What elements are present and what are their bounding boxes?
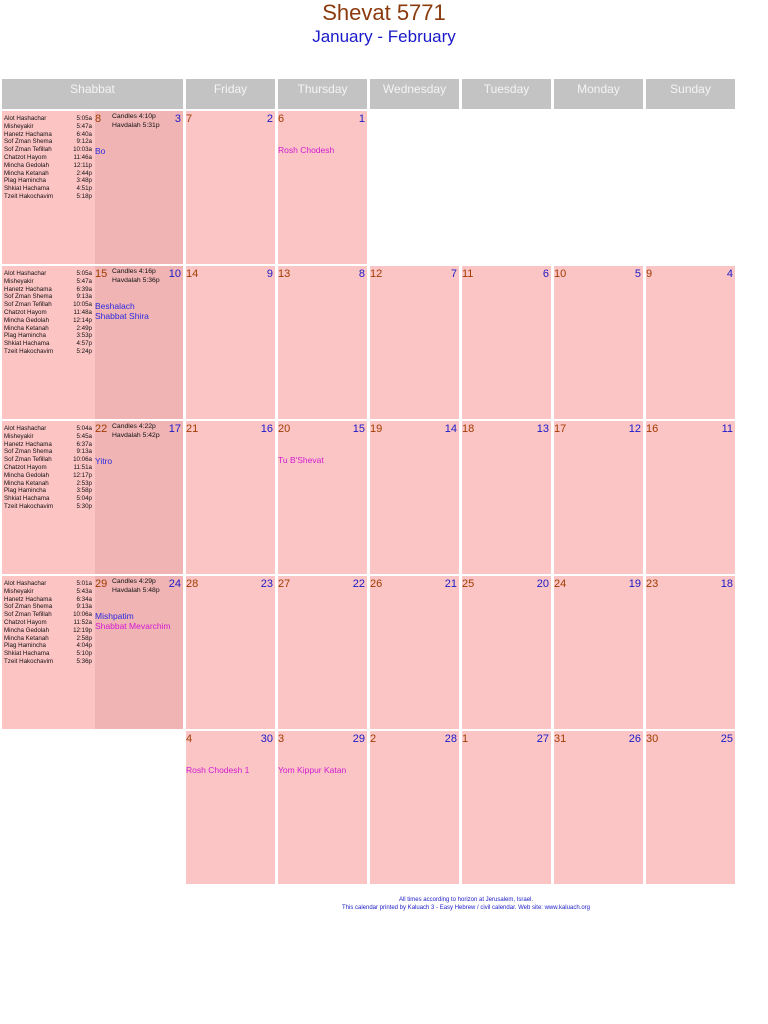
zmanim-time: 5:36p [76, 657, 92, 665]
day-cell[interactable] [370, 731, 459, 884]
shabbat-cell[interactable] [2, 266, 183, 419]
zmanim-row [4, 433, 92, 441]
zmanim-time: 5:43a [76, 587, 92, 595]
zmanim-row [4, 580, 92, 588]
zmanim-time: 9:13a [76, 603, 92, 611]
civil-date: 20 [536, 578, 549, 590]
zmanim-row [4, 146, 92, 154]
zmanim-list [4, 270, 92, 356]
zmanim-row [4, 472, 92, 480]
zmanim-row [4, 193, 92, 201]
civil-date: 21 [444, 578, 457, 590]
hebrew-date: 9 [646, 268, 653, 280]
day-cell[interactable] [370, 576, 459, 729]
zmanim-row [4, 123, 92, 131]
civil-date: 23 [260, 578, 273, 590]
zmanim-label: Mincha Gedolah [4, 161, 50, 169]
day-cell[interactable] [186, 266, 275, 419]
zmanim-time: 11:46a [73, 153, 92, 161]
zmanim-label: Alot Hashachar [4, 425, 47, 432]
zmanim-row [4, 642, 92, 650]
zmanim-time: 9:12a [76, 138, 92, 146]
hebrew-date: 20 [278, 423, 291, 435]
zmanim-time: 9:13a [76, 293, 92, 301]
civil-date: 25 [720, 733, 733, 745]
calendar-subtitle: January - February [312, 27, 456, 46]
zmanim-label: Sof Zman Tefillah [4, 301, 52, 309]
zmanim-label: Alot Hashachar [4, 270, 47, 277]
day-cell[interactable] [462, 576, 551, 729]
civil-date: 10 [168, 268, 181, 280]
day-cell[interactable] [554, 576, 643, 729]
zmanim-row [4, 309, 92, 317]
day-cell[interactable] [186, 421, 275, 574]
civil-date: 29 [352, 733, 365, 745]
candle-lighting-times [112, 113, 160, 130]
zmanim-time: 9:13a [76, 448, 92, 456]
calendar-title: Shevat 5771 [322, 0, 446, 25]
zmanim-time: 6:39a [76, 285, 92, 293]
zmanim-time: 5:05a [76, 270, 92, 277]
day-cell[interactable] [278, 576, 367, 729]
day-header-wednesday: Wednesday [370, 79, 459, 109]
zmanim-label: Hanetz Hachama [4, 440, 52, 448]
hebrew-date: 21 [186, 423, 199, 435]
civil-date: 3 [174, 113, 181, 125]
zmanim-label: Chatzot Hayom [4, 153, 47, 161]
zmanim-label: Alot Hashachar [4, 580, 47, 587]
day-header-monday: Monday [554, 79, 643, 109]
zmanim-row [4, 348, 92, 356]
civil-date: 18 [720, 578, 733, 590]
zmanim-list [4, 580, 92, 666]
zmanim-row [4, 293, 92, 301]
hebrew-date: 1 [462, 733, 469, 745]
zmanim-label: Chatzot Hayom [4, 618, 47, 626]
day-cell[interactable] [646, 266, 735, 419]
zmanim-label: Mincha Gedolah [4, 316, 50, 324]
event-label: Beshalach [95, 301, 135, 311]
zmanim-row [4, 154, 92, 162]
zmanim-time: 5:45a [76, 432, 92, 440]
zmanim-time: 2:58p [76, 634, 92, 642]
event-label: Mishpatim [95, 611, 134, 621]
hebrew-date: 27 [278, 578, 291, 590]
day-cell[interactable] [278, 731, 367, 884]
zmanim-row [4, 596, 92, 604]
zmanim-time: 3:53p [76, 332, 92, 340]
zmanim-time: 4:51p [76, 185, 92, 193]
zmanim-label: Chatzot Hayom [4, 463, 47, 471]
zmanim-label: Sof Zman Tefillah [4, 611, 52, 619]
zmanim-row [4, 448, 92, 456]
zmanim-time: 2:44p [76, 169, 92, 177]
zmanim-time: 12:19p [73, 626, 92, 634]
candles-time: Candles 4:16p [112, 268, 156, 275]
zmanim-row [4, 456, 92, 464]
zmanim-label: Sof Zman Shema [4, 138, 53, 146]
zmanim-time: 2:49p [76, 324, 92, 332]
zmanim-row [4, 464, 92, 472]
havdalah-time: Havdalah 5:42p [112, 431, 160, 439]
havdalah-time: Havdalah 5:31p [112, 121, 160, 129]
zmanim-label: Mincha Gedolah [4, 626, 50, 634]
hebrew-date: 28 [186, 578, 199, 590]
event-label: Rosh Chodesh 1 [186, 765, 250, 775]
hebrew-date: 7 [186, 113, 193, 125]
zmanim-row [4, 115, 92, 123]
day-cell[interactable] [370, 421, 459, 574]
zmanim-label: Mincha Ketanah [4, 324, 49, 332]
zmanim-box [2, 576, 95, 729]
footer-line-1: All times according to horizon at Jerusalem, Israel. [398, 897, 534, 903]
hebrew-date: 2 [370, 733, 377, 745]
day-cell[interactable] [646, 576, 735, 729]
civil-date: 11 [721, 423, 733, 435]
civil-date: 15 [352, 423, 365, 435]
zmanim-row [4, 425, 92, 433]
zmanim-row [4, 332, 92, 340]
hebrew-date: 25 [462, 578, 475, 590]
hebrew-date: 23 [646, 578, 659, 590]
candles-time: Candles 4:10p [112, 113, 156, 120]
day-cell[interactable] [370, 266, 459, 419]
civil-date: 28 [444, 733, 457, 745]
zmanim-label: Sof Zman Tefillah [4, 456, 52, 464]
civil-date: 30 [260, 733, 273, 745]
hebrew-date: 10 [554, 268, 567, 280]
zmanim-box [2, 421, 95, 574]
zmanim-label: Plag Hamincha [4, 642, 46, 650]
civil-date: 5 [634, 268, 641, 280]
event-label: Yom Kippur Katan [278, 765, 347, 775]
zmanim-time: 5:47a [76, 122, 92, 130]
zmanim-time: 3:48p [76, 177, 92, 185]
zmanim-label: Alot Hashachar [4, 115, 47, 122]
zmanim-row [4, 270, 92, 278]
footer-note [186, 896, 746, 912]
hebrew-date: 17 [554, 423, 567, 435]
day-header-shabbat: Shabbat [2, 79, 183, 109]
day-cell[interactable] [462, 421, 551, 574]
civil-date: 26 [628, 733, 641, 745]
day-cell[interactable] [554, 421, 643, 574]
footer-line-2: This calendar printed by Kaluach 3 - Easy Hebrew / civil calendar. Web site: www.kaluach.org [341, 905, 590, 911]
civil-date: 9 [266, 268, 273, 280]
zmanim-time: 6:37a [76, 440, 92, 448]
zmanim-time: 12:14p [73, 316, 92, 324]
shabbat-cell[interactable] [2, 111, 183, 264]
day-cell[interactable] [186, 576, 275, 729]
zmanim-time: 10:05a [73, 301, 92, 309]
hebrew-date: 31 [554, 733, 567, 745]
hebrew-date: 12 [370, 268, 383, 280]
zmanim-row [4, 301, 92, 309]
day-header-sunday: Sunday [646, 79, 735, 109]
day-cell[interactable] [554, 266, 643, 419]
zmanim-time: 5:04a [76, 425, 92, 432]
zmanim-time: 10:06a [73, 611, 92, 619]
zmanim-row [4, 340, 92, 348]
civil-date: 4 [726, 268, 733, 280]
civil-date: 6 [542, 268, 549, 280]
zmanim-row [4, 611, 92, 619]
hebrew-date: 26 [370, 578, 383, 590]
zmanim-label: Sof Zman Shema [4, 448, 53, 456]
day-header-tuesday: Tuesday [462, 79, 551, 109]
zmanim-label: Shkiat Hachama [4, 495, 50, 503]
zmanim-label: Mincha Ketanah [4, 634, 49, 642]
day-cell[interactable] [554, 731, 643, 884]
zmanim-row [4, 619, 92, 627]
candle-lighting-times [112, 268, 160, 285]
zmanim-label: Tzeit Hakochavim [4, 192, 54, 200]
civil-date: 22 [352, 578, 365, 590]
event-label: Yitro [95, 456, 113, 466]
zmanim-row [4, 650, 92, 658]
havdalah-time: Havdalah 5:36p [112, 276, 160, 284]
day-header-friday: Friday [186, 79, 275, 109]
zmanim-label: Tzeit Hakochavim [4, 502, 54, 510]
zmanim-time: 10:03a [73, 146, 92, 154]
civil-date: 2 [266, 113, 273, 125]
day-cell[interactable] [646, 731, 735, 884]
zmanim-row [4, 170, 92, 178]
zmanim-label: Shkiat Hachama [4, 185, 50, 193]
civil-date: 13 [536, 423, 549, 435]
civil-date: 7 [450, 268, 457, 280]
zmanim-time: 5:24p [76, 347, 92, 355]
day-cell[interactable] [278, 266, 367, 419]
hebrew-date: 30 [646, 733, 659, 745]
civil-date: 12 [628, 423, 641, 435]
event-label: Shabbat Mevarchim [95, 621, 171, 631]
zmanim-row [4, 635, 92, 643]
day-cell[interactable] [186, 111, 275, 264]
zmanim-time: 10:06a [73, 456, 92, 464]
civil-date: 1 [358, 113, 365, 125]
day-cell[interactable] [462, 731, 551, 884]
zmanim-label: Chatzot Hayom [4, 308, 47, 316]
zmanim-time: 6:34a [76, 595, 92, 603]
zmanim-time: 3:58p [76, 487, 92, 495]
hebrew-date: 11 [462, 268, 474, 280]
hebrew-date: 19 [370, 423, 383, 435]
zmanim-time: 6:40a [76, 130, 92, 138]
zmanim-row [4, 185, 92, 193]
zmanim-label: Hanetz Hachama [4, 130, 52, 138]
candle-lighting-times [112, 423, 160, 440]
zmanim-label: Tzeit Hakochavim [4, 657, 54, 665]
zmanim-time: 5:04p [76, 495, 92, 503]
hebrew-date: 15 [95, 268, 108, 280]
zmanim-time: 12:11p [73, 161, 92, 169]
hebrew-date: 3 [278, 733, 285, 745]
zmanim-label: Mincha Ketanah [4, 169, 49, 177]
zmanim-time: 4:04p [76, 642, 92, 650]
day-cell[interactable] [462, 266, 551, 419]
zmanim-row [4, 177, 92, 185]
zmanim-time: 4:57p [76, 340, 92, 348]
day-cell[interactable] [646, 421, 735, 574]
event-label: Tu B'Shevat [278, 455, 324, 465]
zmanim-label: Plag Hamincha [4, 332, 46, 340]
zmanim-row [4, 138, 92, 146]
zmanim-list [4, 425, 92, 511]
zmanim-time: 12:17p [73, 471, 92, 479]
zmanim-row [4, 627, 92, 635]
zmanim-row [4, 441, 92, 449]
zmanim-row [4, 317, 92, 325]
zmanim-label: Tzeit Hakochavim [4, 347, 54, 355]
zmanim-box [2, 111, 95, 264]
zmanim-row [4, 495, 92, 503]
hebrew-date: 24 [554, 578, 567, 590]
candle-lighting-times [112, 578, 160, 595]
zmanim-label: Mincha Ketanah [4, 479, 49, 487]
zmanim-time: 5:10p [76, 650, 92, 658]
hebrew-date: 14 [186, 268, 199, 280]
hebrew-date: 13 [278, 268, 291, 280]
zmanim-label: Hanetz Hachama [4, 285, 52, 293]
day-header-thursday: Thursday [278, 79, 367, 109]
zmanim-label: Misheyakir [4, 122, 34, 130]
zmanim-label: Mincha Gedolah [4, 471, 50, 479]
zmanim-row [4, 325, 92, 333]
civil-date: 24 [168, 578, 181, 590]
zmanim-label: Plag Hamincha [4, 177, 46, 185]
candles-time: Candles 4:22p [112, 423, 156, 430]
shabbat-cell[interactable] [2, 576, 183, 729]
civil-date: 8 [358, 268, 365, 280]
shabbat-cell[interactable] [2, 421, 183, 574]
hebrew-date: 29 [95, 578, 108, 590]
zmanim-label: Misheyakir [4, 587, 34, 595]
zmanim-label: Sof Zman Shema [4, 603, 53, 611]
civil-date: 14 [444, 423, 457, 435]
event-label: Shabbat Shira [95, 311, 149, 321]
zmanim-time: 5:05a [76, 115, 92, 122]
zmanim-label: Hanetz Hachama [4, 595, 52, 603]
zmanim-row [4, 588, 92, 596]
event-label: Bo [95, 146, 106, 156]
zmanim-label: Sof Zman Shema [4, 293, 53, 301]
zmanim-time: 11:48a [73, 308, 92, 316]
zmanim-time: 5:47a [76, 277, 92, 285]
day-cell[interactable] [278, 421, 367, 574]
hebrew-date: 6 [278, 113, 285, 125]
havdalah-time: Havdalah 5:48p [112, 586, 160, 594]
zmanim-row [4, 278, 92, 286]
zmanim-label: Shkiat Hachama [4, 340, 50, 348]
zmanim-row [4, 480, 92, 488]
zmanim-time: 11:51a [73, 463, 92, 471]
event-label: Rosh Chodesh [278, 145, 335, 155]
hebrew-date: 22 [95, 423, 108, 435]
zmanim-row [4, 658, 92, 666]
zmanim-time: 5:01a [76, 580, 92, 587]
zmanim-label: Plag Hamincha [4, 487, 46, 495]
zmanim-time: 5:18p [76, 192, 92, 200]
zmanim-list [4, 115, 92, 201]
zmanim-row [4, 286, 92, 294]
zmanim-row [4, 487, 92, 495]
zmanim-row [4, 162, 92, 170]
zmanim-time: 5:30p [76, 502, 92, 510]
civil-date: 27 [536, 733, 549, 745]
hebrew-date: 8 [95, 113, 102, 125]
day-cell[interactable] [278, 111, 367, 264]
civil-date: 17 [168, 423, 181, 435]
civil-date: 19 [628, 578, 641, 590]
zmanim-time: 2:53p [76, 479, 92, 487]
zmanim-label: Shkiat Hachama [4, 650, 50, 658]
zmanim-label: Misheyakir [4, 277, 34, 285]
zmanim-box [2, 266, 95, 419]
day-cell[interactable] [186, 731, 275, 884]
zmanim-row [4, 503, 92, 511]
zmanim-row [4, 603, 92, 611]
zmanim-row [4, 131, 92, 139]
hebrew-date: 4 [186, 733, 193, 745]
zmanim-label: Misheyakir [4, 432, 34, 440]
candles-time: Candles 4:29p [112, 578, 156, 585]
hebrew-date: 18 [462, 423, 475, 435]
zmanim-time: 11:52a [73, 618, 92, 626]
hebrew-date: 16 [646, 423, 659, 435]
civil-date: 16 [260, 423, 273, 435]
zmanim-label: Sof Zman Tefillah [4, 146, 52, 154]
